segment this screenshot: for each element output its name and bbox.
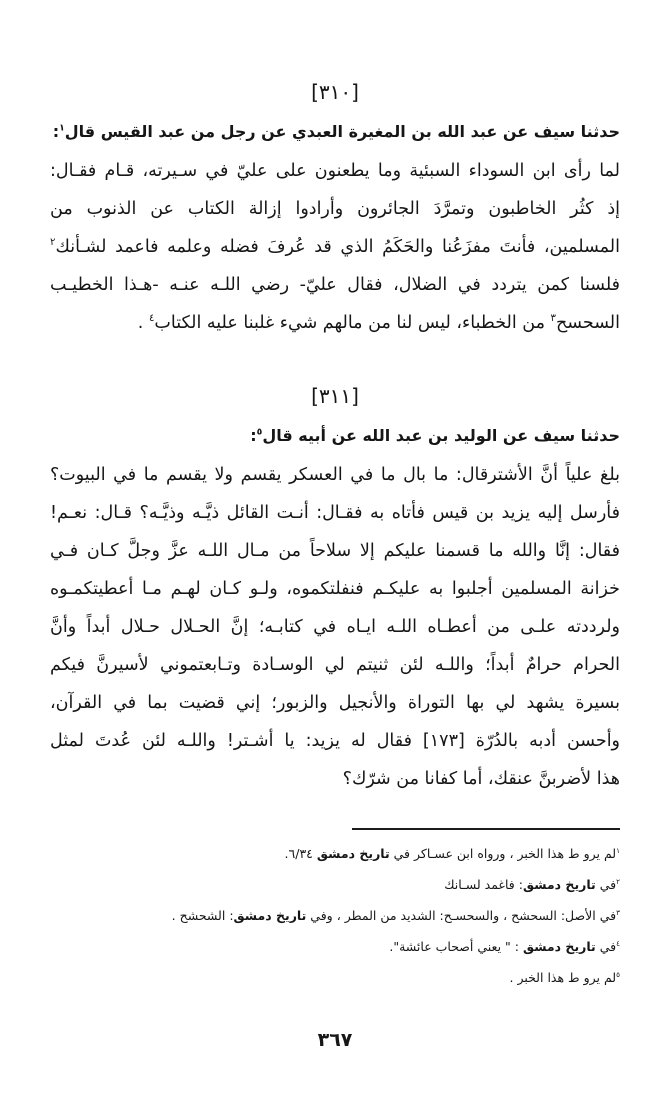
body-line: بلغ علياً أنَّ الأشترقال: ما بال ما في العسكر يقسم ولا يقسم ما في البيوت؟ bbox=[50, 465, 620, 485]
section-number: [٣١٠] bbox=[311, 80, 359, 104]
body-line: السحسح$^٣$ من الخطباء، ليس لنا من مالهم شيء غلبنا عليه الكتاب$^٤$ . bbox=[137, 313, 620, 333]
footnote-text: $^٣$في الأصل: السحشح ، والسحسـح: الشديد من المطر ، وفي bbox=[306, 907, 620, 923]
hadith-section bbox=[50, 382, 620, 798]
body-line: خزانة المسلمين أجلبوا به عليكـم فنفلتكموه، ولـو كـان لهـم مـا أعطيتكمـوه bbox=[50, 579, 620, 599]
footnote-item bbox=[50, 931, 620, 962]
footnote-source-title: تاريخ دمشق bbox=[316, 846, 390, 861]
body-line: هذا لأضربنَّ عنقك، أما كفانا من شرّك؟ bbox=[342, 769, 620, 789]
body-line: ولرددته علـى من أعطـاه اللـه ايـاه في كتابـه؛ إنَّ الحـلال حـلال أبداً وأنَّ bbox=[50, 617, 620, 637]
footnote-text: $^٥$لم يرو ط هذا الخبر . bbox=[509, 969, 620, 985]
body-line: فقال: إنَّا والله ما قسمنا عليكم إلا سلاحاً من مـال اللـه عزَّ وجلَّ كـان فـي bbox=[50, 541, 620, 561]
body-line: بسيرة يشهد لي بها التوراة والأنجيل والزبور؛ إني قضيت بما في القرآن، bbox=[50, 693, 620, 713]
footnote-text: $^١$لم يرو ط هذا الخبر ، ورواه ابن عسـاكر في bbox=[389, 845, 620, 861]
footnotes bbox=[50, 838, 620, 993]
body-line: المسلمين، فأنتَ مفزَعُنا والحَكَمُ الذي قد عُرفَ فضله وعلمه فاعمد لشـأنك$^٢$ bbox=[50, 237, 620, 257]
isnad-line: حدثنا سيف عن الوليد بن عبد الله عن أبيه قال$^٥$: bbox=[250, 426, 620, 445]
hadith-section bbox=[50, 78, 620, 342]
footnote-source-title: تاريخ دمشق bbox=[233, 908, 307, 923]
footnote-item bbox=[50, 838, 620, 869]
footnote-item bbox=[50, 962, 620, 993]
footnote-text: : فاغمد لسـانك bbox=[444, 877, 523, 892]
footnote-source-title: تاريخ دمشق bbox=[522, 877, 596, 892]
body-line: لما رأى ابن السوداء السبئية وما يطعنون على عليّ في سـيرته، قـام فقـال: bbox=[50, 161, 620, 181]
footnote-item bbox=[50, 900, 620, 931]
body-line: إذ كثُر الخاطبون وتمرَّدَ الجائرون وأرادوا إزالة الكتاب عن الذنوب من bbox=[50, 199, 620, 219]
body-line: فلسنا كمن يتردد في الضلال، فقال عليّ- رضي اللـه عنـه -هـذا الخطيـب bbox=[50, 275, 620, 295]
body-line: فأرسل إليه يزيد بن قيس فأتاه به فقـال: أنـت القائل ذيَّـه وذيَّـه؟ قـال: نعـم! bbox=[50, 503, 620, 523]
footnote-text: ٦/٣٤. bbox=[284, 846, 317, 861]
footnote-text: $^٤$في bbox=[595, 938, 620, 954]
page-body bbox=[50, 78, 620, 798]
footnote-text: : " يعني أصحاب عائشة". bbox=[389, 939, 523, 954]
footnote-text: $^٢$في bbox=[595, 876, 620, 892]
body-line: وأحسن أدبه بالدُرّة [١٧٣] فقال له يزيد: يا أشـتر! واللـه لئن عُدتَ لمثل bbox=[50, 731, 620, 751]
footnote-source-title: تاريخ دمشق bbox=[522, 939, 596, 954]
page-number: ٣٦٧ bbox=[317, 1029, 353, 1051]
footnote-text: : الشحشح . bbox=[171, 908, 234, 923]
isnad-line: حدثنا سيف عن عبد الله بن المغيرة العبدي عن رجل من عبد القيس قال$^١$: bbox=[52, 122, 620, 141]
body-line: الحرام حرامٌ أبداً؛ واللـه لئن ثنيتم لي الوسـادة وتـابعتموني لأسيرنَّ فيكم bbox=[50, 655, 620, 675]
footnote-item bbox=[50, 869, 620, 900]
section-number: [٣١١] bbox=[311, 384, 359, 408]
footnote-separator bbox=[352, 828, 620, 830]
